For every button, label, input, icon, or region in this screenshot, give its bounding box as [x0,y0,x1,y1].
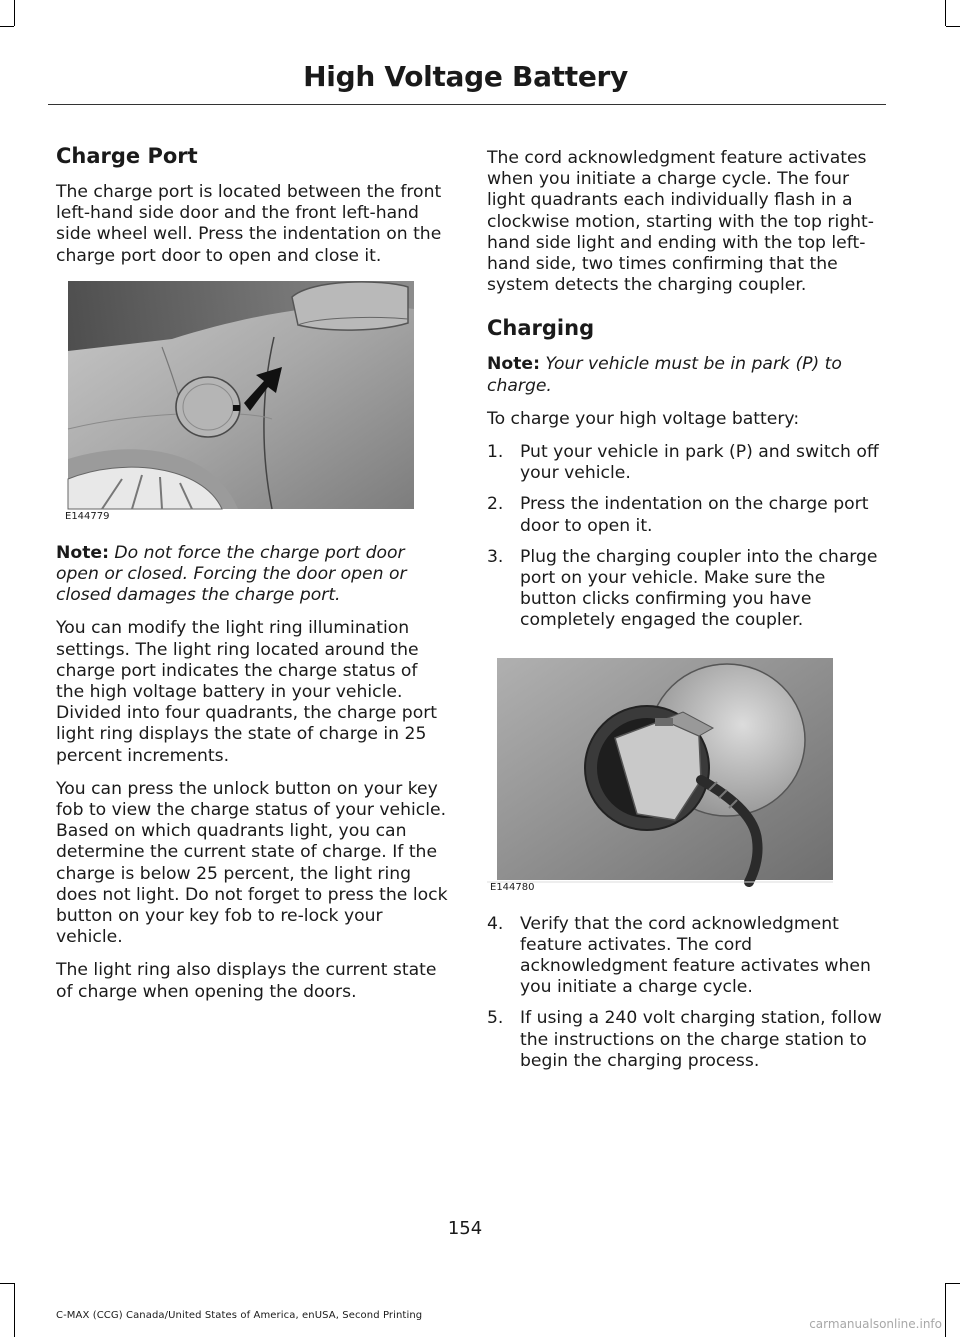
charging-coupler-figure [487,650,833,896]
step-text: Plug the charging coupler into the charge port on your vehicle. Make sure the button clicks confirming you have completely engaged the coupler. [520,546,878,631]
note-text: Your vehicle must be in park (P) to charge. [487,354,842,396]
figure-reference: E144779 [65,510,110,522]
note [56,543,448,607]
section-heading-charge-port: Charge Port [56,144,198,168]
step-text: Verify that the cord acknowledgment feature activates. The cord acknowledgment feature activates when you initiate a charge cycle. [520,913,871,998]
step-number: 1. [487,442,504,463]
charge-port-intro: The charge port is located between the front left-hand side door and the front left-hand side wheel well. Press the indentation on the charge port door to open and close it. [56,182,442,266]
crop-mark [946,26,960,27]
step-number: 5. [487,1008,504,1029]
watermark: carmanualsonline.info [809,1317,942,1331]
note-label: Note: [56,542,109,563]
step-number: 4. [487,913,504,934]
note-text: Do not force the charge port door open or closed. Forcing the door open or closed damages the charge port. [56,542,407,606]
step-number: 2. [487,494,504,515]
paragraph: You can press the unlock button on your key fob to view the charge status of your vehicle. Based on which quadrants light, you can determine the current state of charge. If the charge is below 25 percent, the light ring does not light. Do not forget to press the lock button on your key fob to re-lock your vehicle. [56,778,448,948]
step-number: 3. [487,546,504,567]
crop-mark [945,1283,946,1337]
left-column [56,142,448,1015]
charging-coupler-illustration [487,650,833,896]
list-item [487,914,883,999]
crop-mark [14,0,15,26]
page-number: 154 [447,1218,483,1239]
crop-mark [14,1283,15,1337]
step-text: Put your vehicle in park (P) and switch off your vehicle. [520,442,879,484]
list-item [487,547,883,632]
list-item [487,1008,883,1072]
note-label: Note: [487,354,540,375]
charge-port-location-illustration [62,279,414,525]
section-heading-charging: Charging [487,316,595,341]
list-item [487,494,883,536]
page-title: High Voltage Battery [303,60,628,93]
step-text: Press the indentation on the charge port door to open it. [520,494,869,536]
crop-mark [946,1283,960,1284]
charging-steps-continued [487,914,883,1072]
crop-mark [0,1283,14,1284]
note [487,354,883,396]
right-column [487,148,883,1082]
charging-steps [487,442,883,632]
paragraph: The light ring also displays the current state of charge when opening the doors. [56,960,437,1002]
crop-mark [945,0,946,26]
list-item [487,442,883,484]
step-text: If using a 240 volt charging station, follow the instructions on the charge station to begin the charging process. [520,1008,882,1071]
paragraph: The cord acknowledgment feature activates when you initiate a charge cycle. The four light quadrants each individually flash in a clockwise motion, starting with the top right-hand side light and ending with the top left-hand side, two times confirming that the system detects the charging coupler. [487,148,874,296]
paragraph: You can modify the light ring illumination settings. The light ring located around the charge port indicates the charge status of the high voltage battery in your vehicle. Divided into four quadrants, the charge port light ring displays the state of charge in 25 percent increments. [56,618,438,766]
steps-intro: To charge your high voltage battery: [487,408,800,429]
header-divider [48,104,886,105]
crop-mark [0,26,14,27]
figure-reference: E144780 [490,881,535,893]
charge-port-figure [62,279,414,525]
footer-text: C-MAX (CCG) Canada/United States of America, enUSA, Second Printing [56,1310,423,1321]
